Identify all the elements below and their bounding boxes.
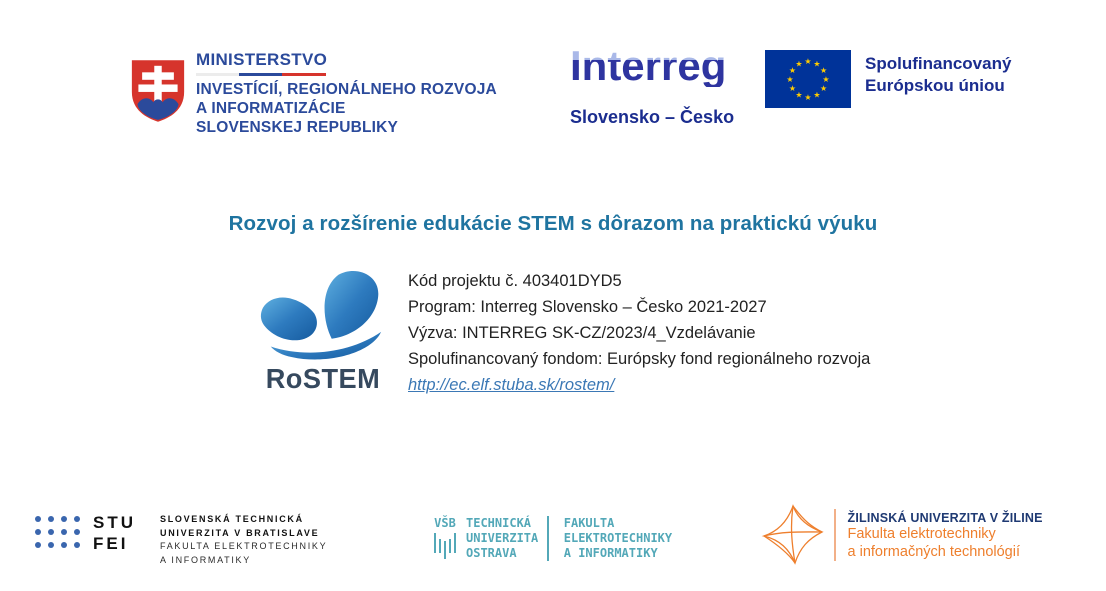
interreg-programme-name: Slovensko – Česko xyxy=(570,107,735,127)
vsb-logo xyxy=(430,516,672,561)
svg-text:★: ★ xyxy=(786,75,794,84)
cofinanced-line-2: Európskou úniou xyxy=(865,76,1005,95)
svg-text:★: ★ xyxy=(804,57,812,66)
svg-text:★: ★ xyxy=(813,90,821,100)
ministry-logo xyxy=(130,45,497,137)
vsb-faculty-line-1: FAKULTA xyxy=(563,516,615,530)
rostem-butterfly-icon xyxy=(244,268,402,360)
interreg-wordmark: Interreg xyxy=(570,45,734,87)
ministry-tricolor-rule xyxy=(196,73,326,76)
project-website-link[interactable]: http://ec.elf.stuba.sk/rostem/ xyxy=(408,376,615,394)
slovak-coat-of-arms-icon xyxy=(130,45,186,137)
vsb-acronym: VŠB xyxy=(434,516,456,530)
stu-name-line-1: SLOVENSKÁ TECHNICKÁ xyxy=(160,514,304,524)
vsb-bars-icon xyxy=(434,533,456,559)
ministry-name: MINISTERSTVO xyxy=(196,50,328,69)
vsb-faculty-line-2: ELEKTROTECHNIKY xyxy=(563,531,673,545)
vsb-line-2: UNIVERZITA xyxy=(466,531,539,545)
svg-text:★: ★ xyxy=(822,75,830,84)
vsb-faculty-line-3: A INFORMATIKY xyxy=(563,546,658,560)
stu-fei-logo xyxy=(35,512,327,567)
vsb-line-1: TECHNICKÁ xyxy=(466,516,532,530)
stu-acronym: STU xyxy=(93,513,136,532)
fei-acronym: FEI xyxy=(93,534,129,553)
project-program-line: Program: Interreg Slovensko – Česko 2021-2027 xyxy=(408,298,767,316)
project-title: Rozvoj a rozšírenie edukácie STEM s dôrazom na praktickú výuku xyxy=(228,212,878,235)
svg-text:★: ★ xyxy=(813,59,821,69)
stu-name-line-2: UNIVERZITA V BRATISLAVE xyxy=(160,527,320,538)
eu-flag-icon xyxy=(765,50,851,108)
interreg-logo xyxy=(570,42,1012,128)
eu-cofinanced-caption xyxy=(865,53,1011,97)
uniza-name: ŽILINSKÁ UNIVERZITA V ŽILINE xyxy=(847,511,1043,525)
cofinanced-line-1: Spolufinancovaný xyxy=(865,54,1012,73)
svg-text:★: ★ xyxy=(795,59,803,69)
svg-text:★: ★ xyxy=(820,66,828,75)
ministry-line-2: A INFORMATIZÁCIE xyxy=(196,100,346,117)
project-fund-line: Spolufinancovaný fondom: Európsky fond regionálneho rozvoja xyxy=(408,350,871,368)
svg-text:★: ★ xyxy=(788,84,796,93)
rostem-wordmark: RoSTEM xyxy=(265,363,381,394)
project-code-line: Kód projektu č. 403401DYD5 xyxy=(408,272,622,290)
stu-faculty-line-2: A INFORMATIKY xyxy=(160,554,251,565)
svg-text:★: ★ xyxy=(788,66,796,75)
ministry-line-1: INVESTÍCIÍ, REGIONÁLNEHO ROZVOJA xyxy=(196,81,497,98)
project-call-line: Výzva: INTERREG SK-CZ/2023/4_Vzdelávanie xyxy=(408,324,756,342)
uniza-logo xyxy=(760,503,1043,567)
ministry-line-3: SLOVENSKEJ REPUBLIKY xyxy=(196,119,399,136)
stu-dots-icon xyxy=(35,516,80,548)
svg-text:★: ★ xyxy=(804,93,812,102)
uniza-crystal-icon xyxy=(760,503,826,567)
svg-text:★: ★ xyxy=(795,90,803,100)
project-details xyxy=(408,268,870,398)
svg-text:★: ★ xyxy=(820,84,828,93)
rostem-logo xyxy=(243,268,403,395)
uniza-faculty-line-1: Fakulta elektrotechniky xyxy=(847,526,996,542)
uniza-faculty-line-2: a informačných technológií xyxy=(847,544,1020,560)
vsb-line-3: OSTRAVA xyxy=(466,546,517,560)
vsb-divider xyxy=(547,516,549,561)
uniza-divider xyxy=(834,509,836,561)
stu-faculty-line-1: FAKULTA ELEKTROTECHNIKY xyxy=(160,541,328,551)
